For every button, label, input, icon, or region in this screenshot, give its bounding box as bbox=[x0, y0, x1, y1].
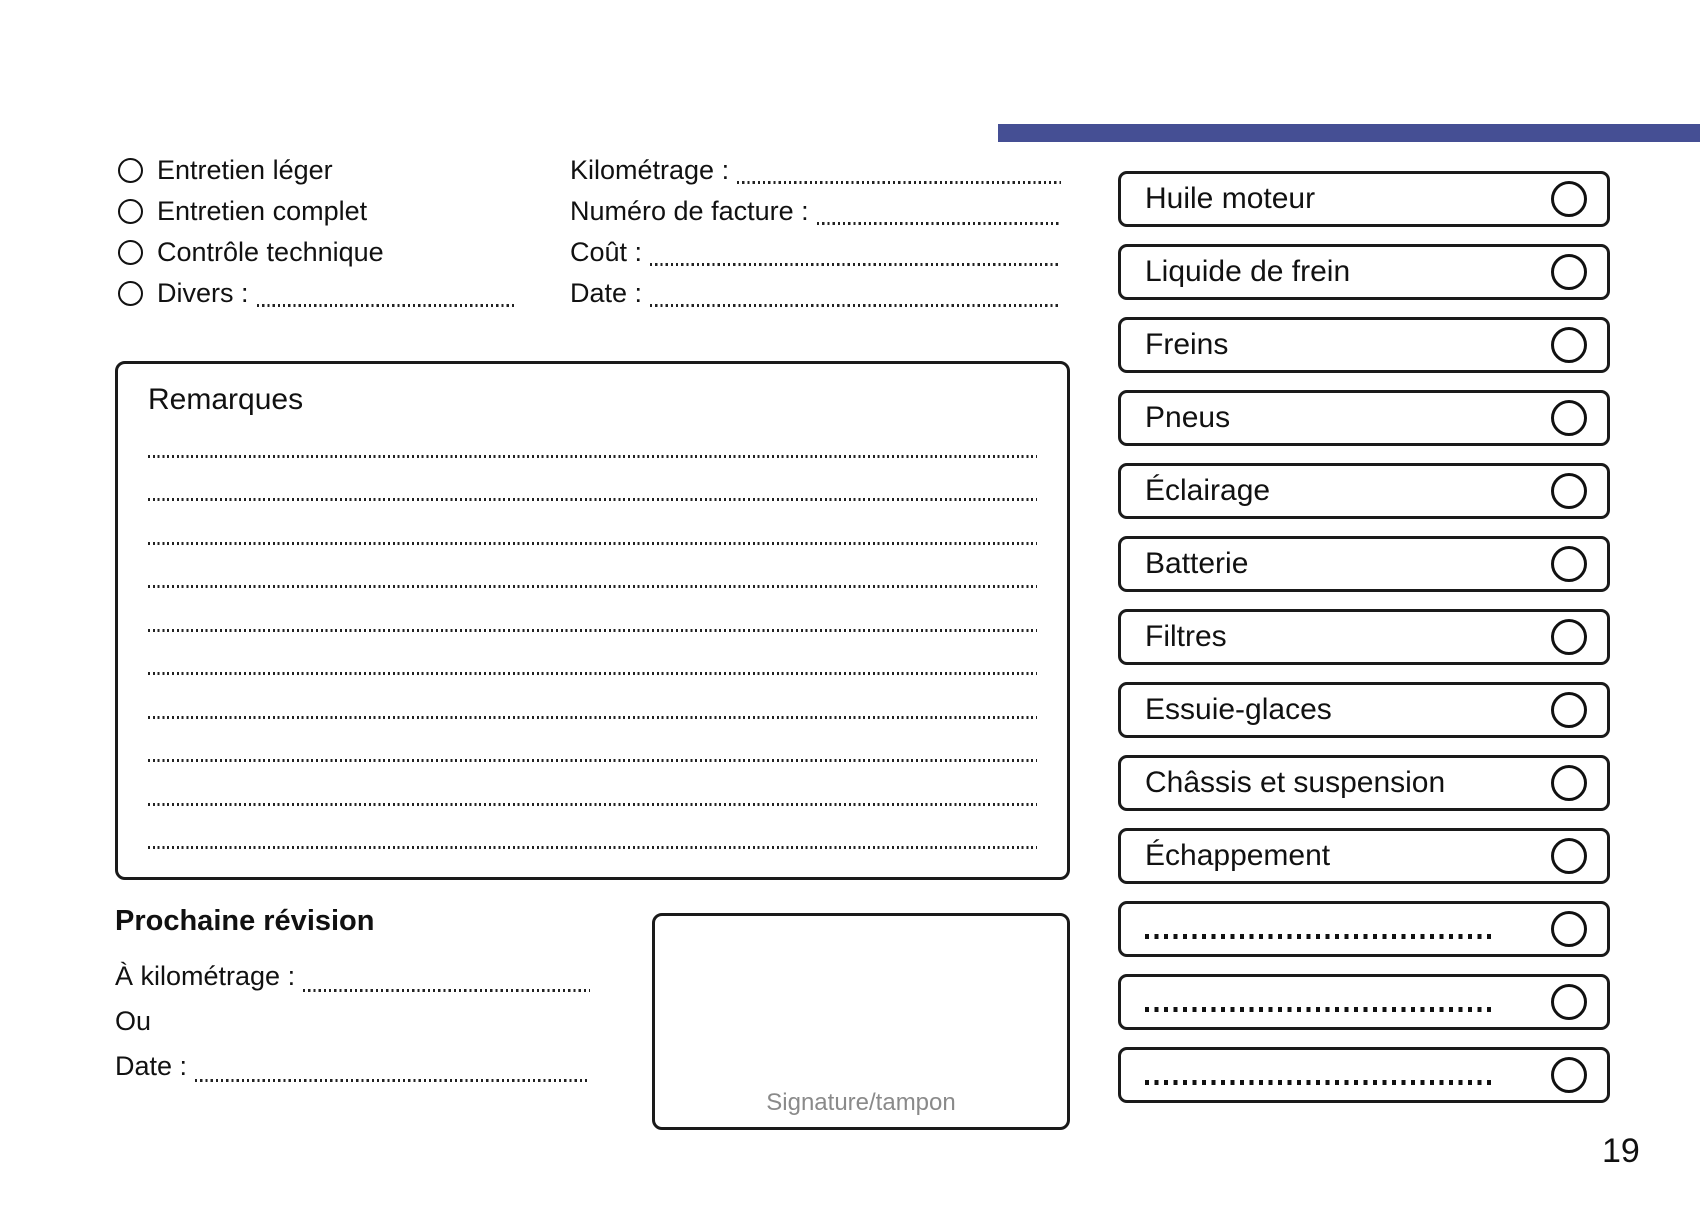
checklist-label: Liquide de frein bbox=[1145, 255, 1351, 288]
remarks-blank-line bbox=[148, 503, 1037, 547]
remarks-blank-line bbox=[148, 808, 1037, 852]
radio-circle-icon[interactable] bbox=[118, 158, 143, 183]
field-label: Date : bbox=[570, 278, 643, 308]
checklist-label: Filtres bbox=[1145, 620, 1227, 653]
field-kilometrage bbox=[570, 150, 1063, 191]
radio-circle-icon[interactable] bbox=[118, 240, 143, 265]
service-option-divers[interactable] bbox=[118, 273, 518, 314]
checklist-item-pneus bbox=[1118, 390, 1610, 446]
checklist-label: Essuie-glaces bbox=[1145, 693, 1332, 726]
check-circle-icon[interactable] bbox=[1551, 473, 1587, 509]
remarks-blank-line bbox=[148, 590, 1037, 634]
write-in-line bbox=[1145, 934, 1493, 939]
field-label: Coût : bbox=[570, 237, 643, 267]
checklist-label: Éclairage bbox=[1145, 474, 1271, 507]
write-in-line bbox=[817, 222, 1061, 225]
checklist-label: Châssis et suspension bbox=[1145, 766, 1446, 799]
service-option-label: Entretien complet bbox=[157, 196, 368, 226]
checklist-item-echappement bbox=[1118, 828, 1610, 884]
check-circle-icon[interactable] bbox=[1551, 546, 1587, 582]
service-option-label: Contrôle technique bbox=[157, 237, 384, 267]
checklist-label: Huile moteur bbox=[1145, 182, 1316, 215]
check-circle-icon[interactable] bbox=[1551, 911, 1587, 947]
checklist-label: Batterie bbox=[1145, 547, 1249, 580]
checklist-label: Échappement bbox=[1145, 839, 1331, 872]
write-in-line bbox=[1145, 1007, 1493, 1012]
service-type-options bbox=[118, 150, 518, 314]
check-circle-icon[interactable] bbox=[1551, 984, 1587, 1020]
write-in-line bbox=[1145, 1080, 1493, 1085]
checklist-item-essuie-glaces bbox=[1118, 682, 1610, 738]
remarks-blank-line bbox=[148, 416, 1037, 460]
checklist-item-blank-1 bbox=[1118, 901, 1610, 957]
remarks-blank-line bbox=[148, 547, 1037, 591]
field-label: Ou bbox=[115, 1006, 152, 1036]
remarks-blank-line bbox=[148, 764, 1037, 808]
check-circle-icon[interactable] bbox=[1551, 619, 1587, 655]
next-service-field-date bbox=[115, 1044, 592, 1089]
field-label: Kilométrage : bbox=[570, 155, 730, 185]
write-in-line bbox=[195, 1079, 590, 1082]
check-circle-icon[interactable] bbox=[1551, 327, 1587, 363]
checklist-item-eclairage bbox=[1118, 463, 1610, 519]
service-option-label: Divers : bbox=[157, 278, 249, 308]
checklist-item-huile-moteur bbox=[1118, 171, 1610, 227]
remarks-box bbox=[115, 361, 1070, 880]
service-option-label: Entretien léger bbox=[157, 155, 333, 185]
write-in-line bbox=[650, 263, 1061, 266]
signature-box[interactable] bbox=[652, 913, 1070, 1130]
service-option-entretien-leger[interactable] bbox=[118, 150, 518, 191]
divers-write-in-line bbox=[257, 304, 516, 307]
service-option-controle-technique[interactable] bbox=[118, 232, 518, 273]
checklist-item-chassis-et-suspension bbox=[1118, 755, 1610, 811]
check-circle-icon[interactable] bbox=[1551, 765, 1587, 801]
remarks-blank-line bbox=[148, 677, 1037, 721]
field-label: Date : bbox=[115, 1051, 188, 1081]
checklist-item-liquide-de-frein bbox=[1118, 244, 1610, 300]
page-number: 19 bbox=[1602, 1132, 1640, 1170]
write-in-line bbox=[303, 989, 590, 992]
check-circle-icon[interactable] bbox=[1551, 692, 1587, 728]
checklist-item-blank-2 bbox=[1118, 974, 1610, 1030]
field-label: Numéro de facture : bbox=[570, 196, 809, 226]
inspection-checklist bbox=[1118, 171, 1610, 1120]
header-accent-bar bbox=[998, 124, 1700, 142]
signature-caption: Signature/tampon bbox=[766, 1089, 956, 1116]
write-in-line bbox=[737, 181, 1061, 184]
check-circle-icon[interactable] bbox=[1551, 838, 1587, 874]
radio-circle-icon[interactable] bbox=[118, 199, 143, 224]
checklist-item-freins bbox=[1118, 317, 1610, 373]
record-fields bbox=[570, 150, 1063, 314]
service-option-entretien-complet[interactable] bbox=[118, 191, 518, 232]
remarks-blank-line bbox=[148, 634, 1037, 678]
check-circle-icon[interactable] bbox=[1551, 1057, 1587, 1093]
field-cout bbox=[570, 232, 1063, 273]
next-service-field-kilometrage bbox=[115, 954, 592, 999]
remarks-blank-line bbox=[148, 721, 1037, 765]
checklist-label: Freins bbox=[1145, 328, 1229, 361]
checklist-item-blank-3 bbox=[1118, 1047, 1610, 1103]
check-circle-icon[interactable] bbox=[1551, 254, 1587, 290]
checklist-label: Pneus bbox=[1145, 401, 1231, 434]
checklist-item-batterie bbox=[1118, 536, 1610, 592]
field-numero-de-facture bbox=[570, 191, 1063, 232]
next-service-field-ou bbox=[115, 999, 592, 1044]
next-service-section bbox=[115, 905, 592, 1089]
write-in-line bbox=[650, 304, 1061, 307]
next-service-title: Prochaine révision bbox=[115, 905, 375, 937]
field-date bbox=[570, 273, 1063, 314]
radio-circle-icon[interactable] bbox=[118, 281, 143, 306]
checklist-item-filtres bbox=[1118, 609, 1610, 665]
field-label: À kilométrage : bbox=[115, 961, 296, 991]
check-circle-icon[interactable] bbox=[1551, 181, 1587, 217]
check-circle-icon[interactable] bbox=[1551, 400, 1587, 436]
remarks-blank-line bbox=[148, 460, 1037, 504]
remarks-title: Remarques bbox=[148, 383, 304, 416]
